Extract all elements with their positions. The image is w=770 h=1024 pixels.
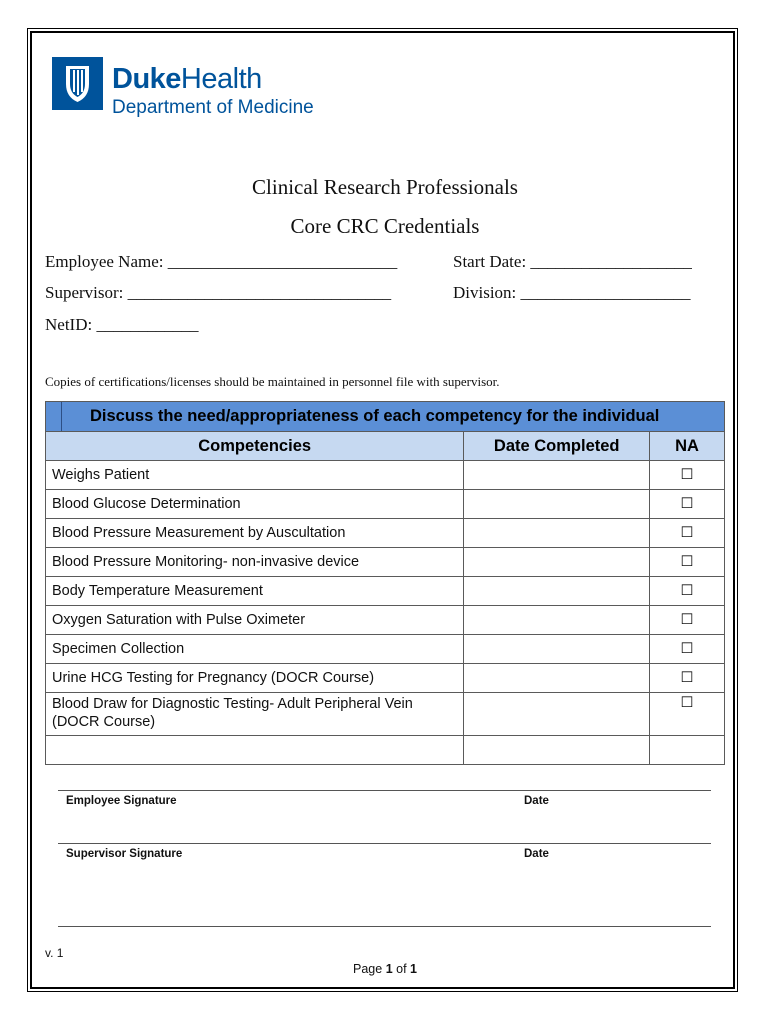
table-row	[46, 577, 725, 606]
employee-signature-label: Employee Signature	[66, 795, 177, 807]
date-completed-cell[interactable]	[464, 635, 650, 664]
na-checkbox[interactable]: ☐	[650, 693, 725, 736]
employee-signature-line[interactable]	[58, 790, 711, 791]
page-subtitle: Core CRC Credentials	[290, 214, 480, 238]
competency-name: Urine HCG Testing for Pregnancy (DOCR Course)	[46, 664, 464, 693]
version-label: v. 1	[45, 946, 64, 960]
table-row-empty	[46, 736, 725, 765]
table-row	[46, 664, 725, 693]
competency-name: Blood Pressure Measurement by Auscultation	[46, 519, 464, 548]
logo-brand: DukeHealth	[112, 63, 262, 95]
competency-table	[45, 401, 725, 765]
table-row	[46, 693, 725, 736]
supervisor-signature-line[interactable]	[58, 843, 711, 844]
na-checkbox[interactable]: ☐	[650, 548, 725, 577]
bottom-rule	[58, 926, 711, 927]
netid-field[interactable]: NetID: ____________	[45, 315, 199, 334]
division-field[interactable]: Division: ____________________	[453, 283, 691, 302]
empty-cell[interactable]	[650, 736, 725, 765]
competency-name: Blood Glucose Determination	[46, 490, 464, 519]
date-completed-cell[interactable]	[464, 490, 650, 519]
table-row	[46, 490, 725, 519]
competency-name: Blood Pressure Monitoring- non-invasive device	[46, 548, 464, 577]
na-checkbox[interactable]: ☐	[650, 606, 725, 635]
empty-cell[interactable]	[464, 736, 650, 765]
table-row	[46, 635, 725, 664]
table-row	[46, 548, 725, 577]
header-competencies: Competencies	[46, 432, 464, 461]
supervisor-date-label: Date	[524, 848, 549, 860]
employee-date-label: Date	[524, 795, 549, 807]
date-completed-cell[interactable]	[464, 606, 650, 635]
competency-name: Oxygen Saturation with Pulse Oximeter	[46, 606, 464, 635]
table-banner: Discuss the need/appropriateness of each competency for the individual	[46, 402, 725, 432]
date-completed-cell[interactable]	[464, 461, 650, 490]
competency-name: Blood Draw for Diagnostic Testing- Adult Peripheral Vein (DOCR Course)	[46, 693, 464, 736]
competency-name: Weighs Patient	[46, 461, 464, 490]
table-row	[46, 519, 725, 548]
na-checkbox[interactable]: ☐	[650, 635, 725, 664]
certification-note: Copies of certifications/licenses should be maintained in personnel file with supervisor.	[45, 374, 500, 389]
logo-department: Department of Medicine	[112, 97, 314, 118]
na-checkbox[interactable]: ☐	[650, 490, 725, 519]
empty-cell[interactable]	[46, 736, 464, 765]
start-date-field[interactable]: Start Date: ___________________	[453, 252, 692, 271]
date-completed-cell[interactable]	[464, 548, 650, 577]
na-checkbox[interactable]: ☐	[650, 577, 725, 606]
date-completed-cell[interactable]	[464, 519, 650, 548]
header-date-completed: Date Completed	[464, 432, 650, 461]
na-checkbox[interactable]: ☐	[650, 664, 725, 693]
page-title: Clinical Research Professionals	[252, 175, 518, 199]
header-na: NA	[650, 432, 725, 461]
supervisor-signature-label: Supervisor Signature	[66, 848, 183, 860]
na-checkbox[interactable]: ☐	[650, 461, 725, 490]
table-row	[46, 461, 725, 490]
supervisor-field[interactable]: Supervisor: _______________________________	[45, 283, 392, 302]
page-number: Page 1 of 1	[353, 962, 417, 976]
employee-name-field[interactable]: Employee Name: ___________________________	[45, 252, 398, 271]
date-completed-cell[interactable]	[464, 664, 650, 693]
table-row	[46, 606, 725, 635]
competency-name: Specimen Collection	[46, 635, 464, 664]
competency-name: Body Temperature Measurement	[46, 577, 464, 606]
date-completed-cell[interactable]	[464, 693, 650, 736]
na-checkbox[interactable]: ☐	[650, 519, 725, 548]
duke-shield-icon	[52, 57, 103, 110]
date-completed-cell[interactable]	[464, 577, 650, 606]
